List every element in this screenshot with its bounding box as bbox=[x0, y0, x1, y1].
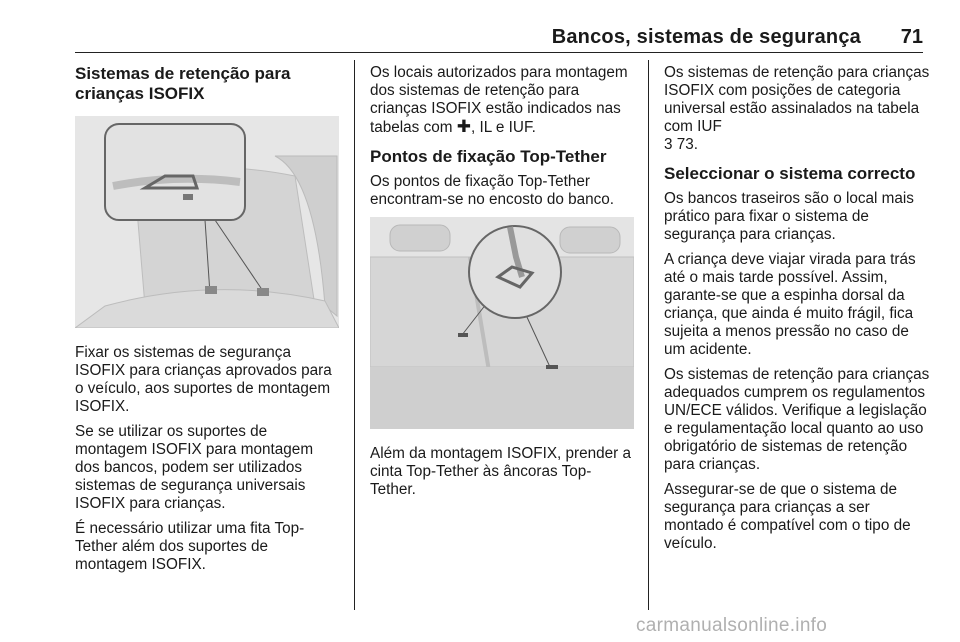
page-number: 71 bbox=[900, 26, 923, 48]
col2-paragraph-1: Os pontos de fixação Top-Tether encontram-se no encosto do banco. bbox=[370, 173, 615, 208]
section-title: Bancos, sistemas de segurança bbox=[551, 26, 861, 48]
column-2 bbox=[370, 64, 636, 506]
column-divider bbox=[354, 60, 355, 610]
page-reference[interactable]: 3 73. bbox=[664, 136, 699, 153]
column-3 bbox=[664, 64, 932, 560]
page-header bbox=[75, 24, 923, 53]
watermark: carmanualsonline.info bbox=[636, 615, 828, 636]
col2-intro: Os locais autorizados para montagem dos sistemas de retenção para crianças ISOFIX estão indicados nas tabelas com ✚, IL e IUF. bbox=[370, 64, 628, 136]
col3-paragraph-4: Os sistemas de retenção para crianças adequados cumprem os regulamentos UN/ECE válidos. Verifique a legislação e regulamentação local quanto ao uso obrigatório de sistemas de retenção para crianças. bbox=[664, 366, 930, 473]
col3-paragraph-2: Os bancos traseiros são o local mais prático para fixar o sistema de segurança para crianças. bbox=[664, 190, 914, 243]
top-tether-heading: Pontos de fixação Top-Tether bbox=[370, 147, 607, 166]
col1-paragraph-1: Fixar os sistemas de segurança ISOFIX para crianças aprovados para o veículo, aos suportes de montagem ISOFIX. bbox=[75, 344, 332, 415]
column-divider bbox=[648, 60, 649, 610]
select-system-heading: Seleccionar o sistema correcto bbox=[664, 164, 916, 183]
isofix-seat-illustration bbox=[75, 116, 339, 328]
col3-paragraph-3: A criança deve viajar virada para trás até o mais tarde possível. Assim, garante-se que a espinha dorsal da criança, que ainda é muito frágil, fica sujeita a menos pressão no caso de um acidente. bbox=[664, 251, 916, 358]
col3-paragraph-1: Os sistemas de retenção para crianças ISOFIX com posições de categoria universal estão assinalados na tabela com IUF 3 73. bbox=[664, 64, 930, 153]
col1-paragraph-3: É necessário utilizar uma fita Top-Tether além dos suportes de montagem ISOFIX. bbox=[75, 520, 305, 573]
isofix-heading: Sistemas de retenção para crianças ISOFIX bbox=[75, 64, 291, 103]
column-1 bbox=[75, 64, 341, 581]
col2-paragraph-2: Além da montagem ISOFIX, prender a cinta Top-Tether às âncoras Top-Tether. bbox=[370, 445, 632, 498]
col3-paragraph-5: Assegurar-se de que o sistema de segurança para crianças a ser montado é compatível com o tipo de veículo. bbox=[664, 481, 911, 552]
col1-paragraph-2: Se se utilizar os suportes de montagem ISOFIX para montagem dos bancos, podem ser utilizados sistemas de segurança universais ISOFIX para crianças. bbox=[75, 423, 314, 512]
top-tether-illustration bbox=[370, 217, 634, 429]
plus-icon: ✚ bbox=[456, 117, 471, 136]
